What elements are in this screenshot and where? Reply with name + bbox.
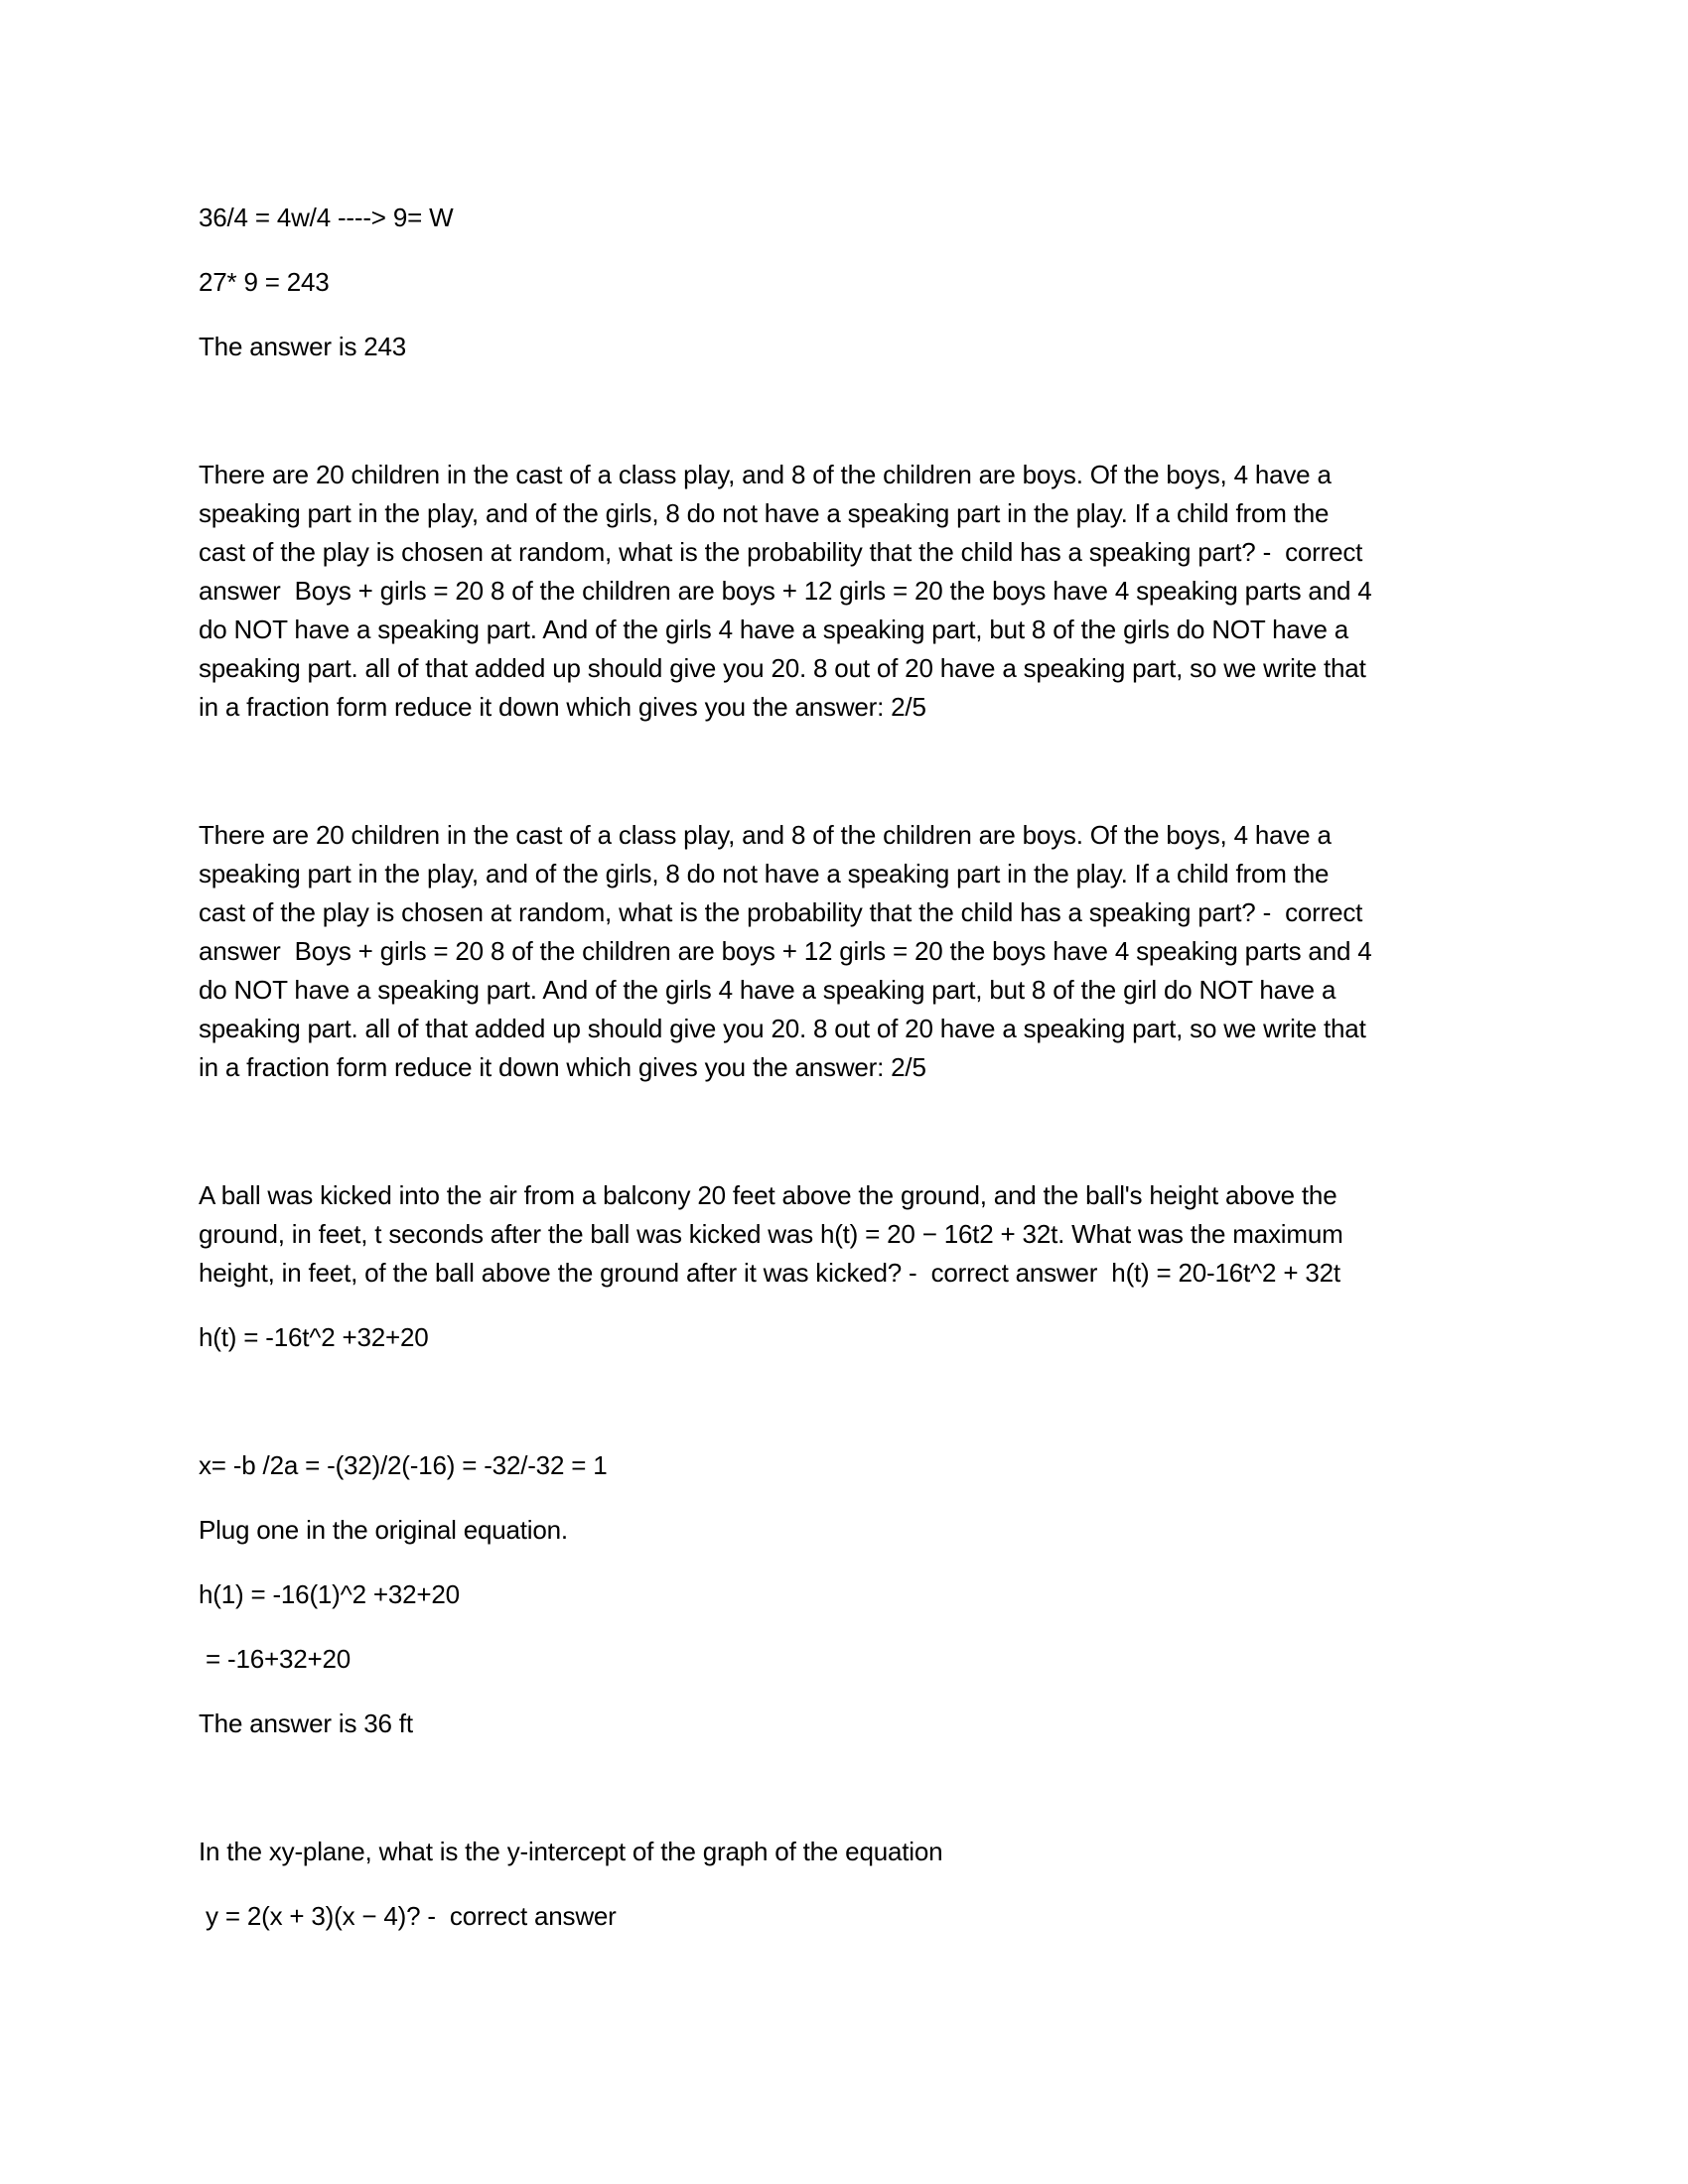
blank-line xyxy=(199,1769,1529,1833)
blank-line xyxy=(199,392,1529,456)
text-line: answer Boys + girls = 20 8 of the children are boys + 12 girls = 20 the boys have 4 speaking parts and 4 xyxy=(199,576,1372,606)
text-line: cast of the play is chosen at random, what is the probability that the child has a speaking part? - correct xyxy=(199,897,1363,927)
ball-question-paragraph xyxy=(199,1176,1529,1293)
ball-work-instruction: Plug one in the original equation. xyxy=(199,1515,568,1545)
text-line: speaking part. all of that added up should give you 20. 8 out of 20 have a speaking part, so we write that xyxy=(199,653,1366,683)
intercept-equation-line: y = 2(x + 3)(x − 4)? - correct answer xyxy=(199,1901,617,1931)
ball-work-equation-1: h(t) = -16t^2 +32+20 xyxy=(199,1322,429,1352)
text-line: in a fraction form reduce it down which gives you the answer: 2/5 xyxy=(199,692,926,722)
answer-243-line: The answer is 243 xyxy=(199,332,407,361)
blank-line xyxy=(199,1383,1529,1446)
answer-36ft-line: The answer is 36 ft xyxy=(199,1708,413,1738)
text-line: ground, in feet, t seconds after the ball was kicked was h(t) = 20 − 16t2 + 32t. What was the maximum xyxy=(199,1219,1343,1249)
text-line: There are 20 children in the cast of a class play, and 8 of the children are boys. Of the boys, 4 have a xyxy=(199,820,1332,850)
text-line: answer Boys + girls = 20 8 of the children are boys + 12 girls = 20 the boys have 4 speaking parts and 4 xyxy=(199,936,1372,966)
equation-line-27-9: 27* 9 = 243 xyxy=(199,267,330,297)
blank-line xyxy=(199,1113,1529,1176)
text-line: cast of the play is chosen at random, what is the probability that the child has a speaking part? - correct xyxy=(199,537,1363,567)
probability-question-paragraph-2 xyxy=(199,816,1529,1087)
text-line: do NOT have a speaking part. And of the girls 4 have a speaking part, but 8 of the girls do NOT have a xyxy=(199,614,1349,644)
intercept-question-line: In the xy-plane, what is the y-intercept of the graph of the equation xyxy=(199,1837,943,1866)
text-line: in a fraction form reduce it down which gives you the answer: 2/5 xyxy=(199,1052,926,1082)
text-line: speaking part in the play, and of the girls, 8 do not have a speaking part in the play. If a child from the xyxy=(199,498,1330,528)
document-body xyxy=(199,199,1529,1962)
text-line: speaking part. all of that added up should give you 20. 8 out of 20 have a speaking part, so we write that xyxy=(199,1014,1366,1043)
ball-work-vertex-equation: x= -b /2a = -(32)/2(-16) = -32/-32 = 1 xyxy=(199,1450,608,1480)
ball-work-equation-2: h(1) = -16(1)^2 +32+20 xyxy=(199,1579,460,1609)
text-line: do NOT have a speaking part. And of the girls 4 have a speaking part, but 8 of the girl do NOT have a xyxy=(199,975,1336,1005)
ball-work-equation-3: = -16+32+20 xyxy=(199,1644,352,1674)
equation-line-36-4: 36/4 = 4w/4 ----> 9= W xyxy=(199,203,454,232)
text-line: There are 20 children in the cast of a class play, and 8 of the children are boys. Of the boys, 4 have a xyxy=(199,460,1332,489)
text-line: speaking part in the play, and of the girls, 8 do not have a speaking part in the play. If a child from the xyxy=(199,859,1330,888)
blank-line xyxy=(199,752,1529,816)
probability-question-paragraph-1 xyxy=(199,456,1529,727)
text-line: height, in feet, of the ball above the ground after it was kicked? - correct answer h(t) = 20-16t^2 + 32t xyxy=(199,1258,1340,1288)
text-line: A ball was kicked into the air from a balcony 20 feet above the ground, and the ball's height above the xyxy=(199,1180,1337,1210)
